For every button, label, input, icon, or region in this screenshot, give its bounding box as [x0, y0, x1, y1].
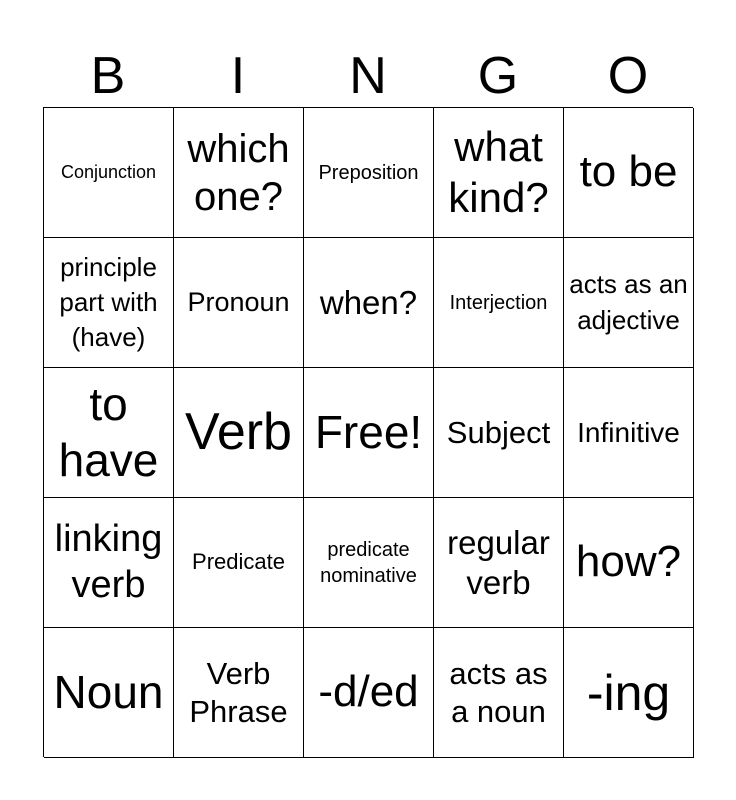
- cell-text: when?: [319, 283, 418, 321]
- cell-text: Pronoun: [187, 287, 290, 318]
- bingo-cell-r5c5[interactable]: [564, 628, 694, 758]
- bingo-cell-r4c2[interactable]: [174, 498, 304, 628]
- header-letter-b: B: [90, 47, 126, 105]
- cell-text: acts as a noun: [449, 656, 548, 729]
- cell-text: Preposition: [318, 161, 419, 184]
- bingo-cell-r5c3[interactable]: [304, 628, 434, 758]
- header-letter-o: O: [607, 47, 649, 105]
- bingo-cell-r5c4[interactable]: [434, 628, 564, 758]
- cell-text: linking verb: [54, 517, 163, 606]
- cell-text: what kind?: [448, 123, 549, 221]
- cell-text: -d/ed: [318, 667, 419, 717]
- cell-text: Infinitive: [577, 416, 680, 448]
- bingo-cell-r2c2[interactable]: [174, 238, 304, 368]
- cell-text: Noun: [53, 665, 164, 718]
- cell-text: Verb: [185, 403, 292, 462]
- bingo-cell-r1c4[interactable]: [434, 108, 564, 238]
- bingo-cell-r4c1[interactable]: [44, 498, 174, 628]
- bingo-cell-r3c2[interactable]: [174, 368, 304, 498]
- cell-text: -ing: [586, 664, 671, 721]
- header-letter-g: G: [477, 47, 519, 105]
- cell-text: how?: [575, 537, 682, 587]
- bingo-cell-r1c5[interactable]: [564, 108, 694, 238]
- cell-text: Subject: [446, 414, 551, 450]
- bingo-cell-r1c2[interactable]: [174, 108, 304, 238]
- bingo-cell-r2c5[interactable]: [564, 238, 694, 368]
- bingo-cell-r3c5[interactable]: [564, 368, 694, 498]
- bingo-header: [43, 46, 693, 106]
- cell-text: Conjunction: [60, 161, 157, 182]
- cell-text: regular verb: [447, 523, 550, 601]
- bingo-cell-r4c3[interactable]: [304, 498, 434, 628]
- cell-text: Predicate: [192, 549, 285, 575]
- bingo-cell-r5c2[interactable]: [174, 628, 304, 758]
- bingo-cell-r2c1[interactable]: [44, 238, 174, 368]
- bingo-cell-free[interactable]: [304, 368, 434, 498]
- bingo-cell-r1c3[interactable]: [304, 108, 434, 238]
- cell-text: Interjection: [449, 291, 548, 314]
- cell-text: to be: [579, 147, 678, 197]
- header-letter-n: N: [349, 47, 387, 105]
- bingo-cell-r2c4[interactable]: [434, 238, 564, 368]
- cell-text: principle part with (have): [59, 251, 158, 353]
- bingo-cell-r2c3[interactable]: [304, 238, 434, 368]
- free-space-text: Free!: [314, 405, 423, 458]
- cell-text: acts as an adjective: [569, 269, 688, 335]
- cell-text: to have: [58, 378, 159, 486]
- bingo-cell-r4c4[interactable]: [434, 498, 564, 628]
- header-letter-i: I: [230, 47, 246, 105]
- bingo-cell-r3c4[interactable]: [434, 368, 564, 498]
- bingo-cell-r3c1[interactable]: [44, 368, 174, 498]
- bingo-cell-r1c1[interactable]: [44, 108, 174, 238]
- bingo-board: [43, 107, 693, 757]
- bingo-cell-r5c1[interactable]: [44, 628, 174, 758]
- cell-text: Verb Phrase: [189, 656, 288, 729]
- cell-text: predicate nominative: [320, 538, 417, 587]
- bingo-cell-r4c5[interactable]: [564, 498, 694, 628]
- cell-text: which one?: [187, 126, 290, 219]
